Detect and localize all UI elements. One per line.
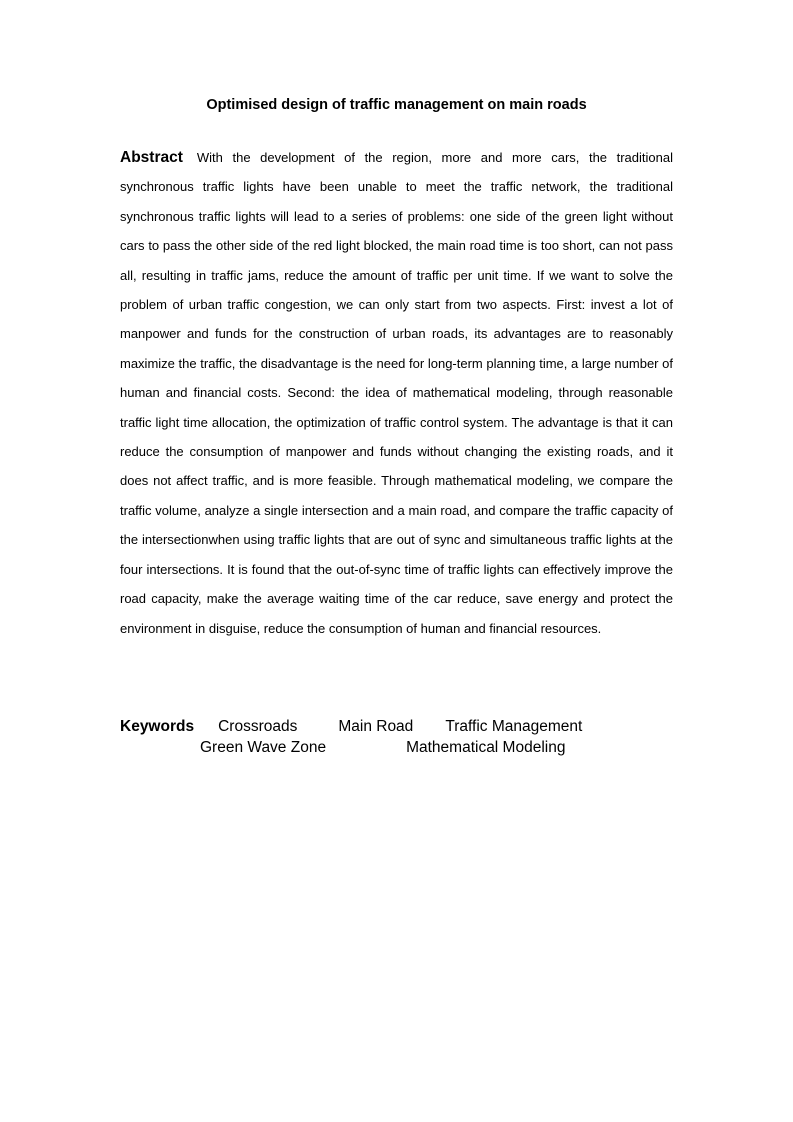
abstract-label: Abstract (120, 149, 183, 166)
keyword-mathematical-modeling: Mathematical Modeling (406, 739, 566, 756)
keywords-label: Keywords (120, 718, 195, 735)
keywords-section (120, 716, 680, 758)
abstract-section (120, 143, 673, 643)
keyword-traffic-management: Traffic Management (445, 718, 583, 735)
keywords-row-1 (120, 716, 680, 737)
keyword-crossroads: Crossroads (218, 718, 298, 735)
paper-title: Optimised design of traffic management on main roads (206, 97, 587, 113)
keyword-main-road: Main Road (338, 718, 414, 735)
abstract-text: With the development of the region, more and more cars, the traditional synchronous traffic lights have been unable to meet the traffic network, the traditional synchronous traffic lights will lead to a series of problems: one side of the green light without cars to pass the other side of the red light blocked, the main road time is too short, can not pass all, resulting in traffic jams, reduce the amount of traffic per unit time. If we want to solve the problem of urban traffic congestion, we can only start from two aspects. First: invest a lot of manpower and funds for the construction of urban roads, its advantages are to reasonably maximize the traffic, the disadvantage is the need for long-term planning time, a large number of human and financial costs. Second: the idea of mathematical modeling, through reasonable traffic light time allocation, the optimization of traffic control system. The advantage is that it can reduce the consumption of manpower and funds without changing the existing roads, and it does not affect traffic, and is more feasible. Through mathematical modeling, we compare the traffic volume, analyze a single intersection and a main road, and compare the traffic capacity of the intersectionwhen using traffic lights that are out of sync and simultaneous traffic lights at the four intersections. It is found that the out-of-sync time of traffic lights can effectively improve the road capacity, make the average waiting time of the car reduce, save energy and protect the environment in disguise, reduce the consumption of human and financial resources. (120, 150, 673, 636)
keywords-row-2 (120, 737, 680, 758)
keyword-green-wave-zone: Green Wave Zone (200, 739, 327, 756)
